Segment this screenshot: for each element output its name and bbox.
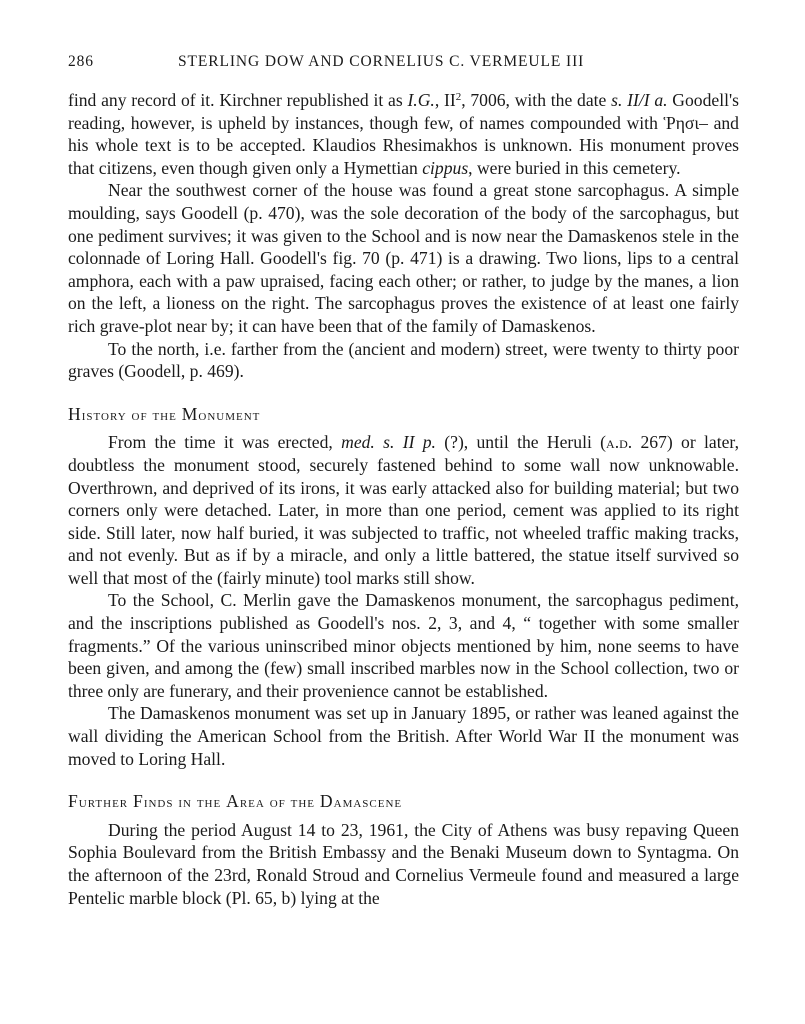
- heading-text: istory of the: [81, 406, 182, 424]
- text-run: find any record of it. Kirchner republished it as: [68, 90, 408, 110]
- running-head-title: STERLING DOW AND CORNELIUS C. VERMEULE III: [178, 53, 585, 70]
- heading-text: amascene: [333, 794, 403, 812]
- heading-text: inds in the: [143, 794, 227, 812]
- superscript: 2: [455, 91, 462, 103]
- heading-cap: F: [68, 791, 79, 812]
- text-run: 267) or later, doubtless the monument stood, securely fastened behind to some wall now unknowable. Overthrown, and deprived of its irons, it was early attacked also for building material; but two corners only were detached. Later, in more than one period, cement was applied to its right side. Still later, now half buried, it was subjected to traffic, not wheeled traffic making tracks, and not evenly. But as if by a miracle, and only a little battered, the statue itself survived so well that most of the (fairly minute) tool marks still show.: [68, 432, 739, 588]
- citation-ig: I.G.: [407, 90, 435, 110]
- running-head: [68, 51, 739, 75]
- text-run: , II: [434, 90, 456, 110]
- text-run: , 7006, with the date: [461, 90, 612, 110]
- date-italic: s. II/I a.: [611, 90, 668, 110]
- heading-cap: H: [68, 403, 82, 424]
- text-run: and his whole text is to be accepted. Klaudios Rhesimakhos is unknown. His monument proves that citizens, even though given only a Hymettian: [68, 112, 739, 178]
- section-heading-further-finds: [68, 790, 739, 815]
- date-italic: med. s. II p.: [341, 432, 436, 453]
- paragraph-4: [68, 431, 739, 589]
- era-small-caps: a.d.: [606, 432, 633, 453]
- heading-cap: F: [133, 791, 144, 812]
- section-heading-history: [68, 403, 739, 428]
- page-number: 286: [68, 53, 94, 70]
- paragraph-5: To the School, C. Merlin gave the Damaskenos monument, the sarcophagus pediment, and the inscriptions published as Goodell's nos. 2, 3, and 4, “ together with some smaller fragments.” Of the various uninscribed minor objects mentioned by him, none seems to have been given, and among the (few) small inscribed marbles now in the School collection, two or three only are funerary, and their provenience cannot be established.: [68, 590, 739, 701]
- greek-word: Ῥησι–: [663, 112, 708, 133]
- article-body: [68, 89, 739, 909]
- heading-text: onument: [198, 406, 261, 424]
- paragraph-2: Near the southwest corner of the house was found a great stone sarcophagus. A simple moulding, says Goodell (p. 470), was the sole decoration of the body of the sarcophagus, but one pediment survives; it was given to the School and is now near the Damaskenos stele in the colonnade of Loring Hall. Goodell's fig. 70 (p. 471) is a drawing. Two lions, lips to a central amphora, each with a paw upraised, facing each other; or rather, to judge by the manes, a lion on the left, a lioness on the right. The sarcophagus proves the existence of at least one fairly rich grave-plot near by; it can have been that of the family of Damaskenos.: [68, 180, 739, 336]
- paragraph-3: To the north, i.e. farther from the (ancient and modern) street, were twenty to thirty poor graves (Goodell, p. 469).: [68, 338, 739, 382]
- paragraph-1: [68, 89, 739, 179]
- paragraph-7: During the period August 14 to 23, 1961, the City of Athens was busy repaving Queen Sophia Boulevard from the British Embassy and the Benaki Museum down to Syntagma. On the afternoon of the 23rd, Ronald Stroud and Cornelius Vermeule found and measured a large Pentelic marble block (Pl. 65, b) lying at the: [68, 819, 739, 908]
- text-run: , were buried in this cemetery.: [468, 157, 681, 178]
- paragraph-6: The Damaskenos monument was set up in January 1895, or rather was leaned against the wall dividing the American School from the British. After World War II the monument was moved to Loring Hall.: [68, 703, 739, 769]
- text-run: Goodell's reading, however, is upheld by instances, though few, of names compounded with: [68, 90, 739, 133]
- heading-cap: D: [319, 791, 334, 812]
- heading-text: urther: [78, 794, 134, 812]
- cippus-italic: cippus: [422, 157, 469, 178]
- heading-cap: M: [181, 403, 199, 424]
- heading-cap: A: [226, 791, 240, 812]
- text-run: (?), until the Heruli (: [435, 432, 607, 453]
- text-run: From the time it was erected,: [108, 432, 342, 453]
- heading-text: rea of the: [239, 794, 320, 812]
